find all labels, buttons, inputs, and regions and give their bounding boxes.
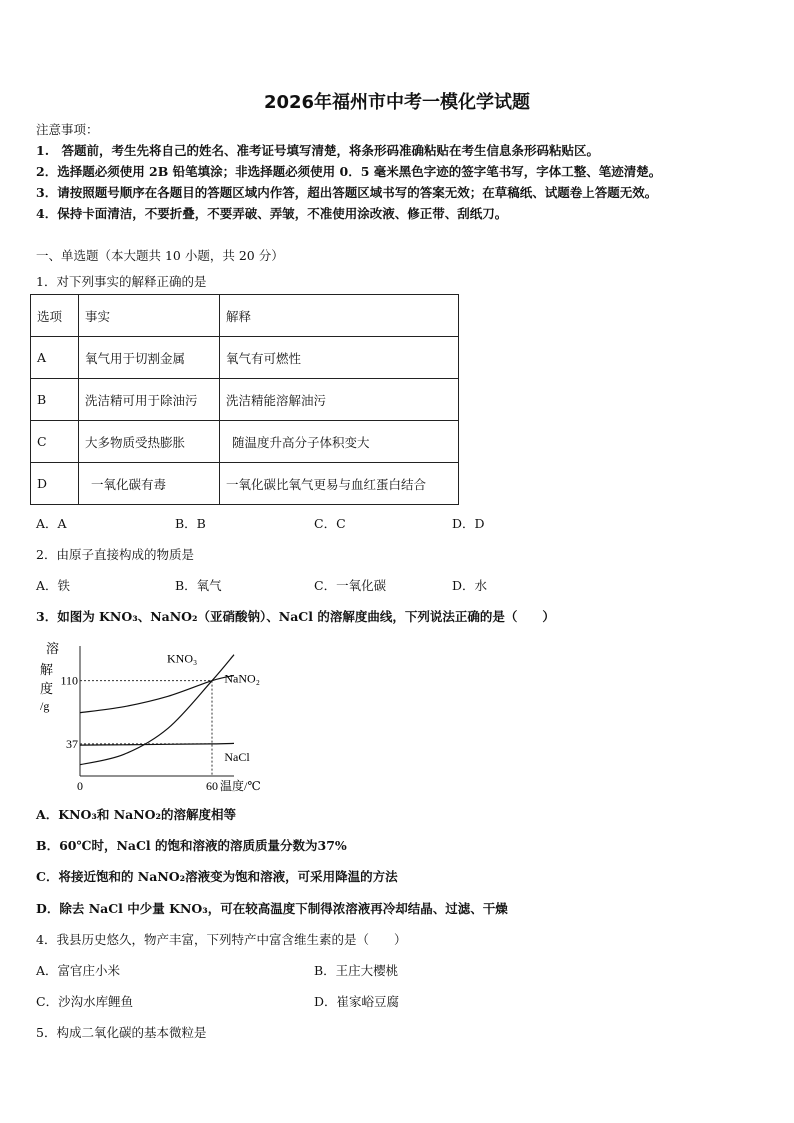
table-cell: 洗洁精能溶解油污	[220, 379, 459, 421]
question-4-stem: 4．我县历史悠久，物产丰富，下列特产中富含维生素的是（ ）	[36, 932, 407, 947]
x-tick-label: 60	[206, 779, 218, 793]
option-b: B．氧气	[175, 578, 222, 593]
x-tick-label: 0	[77, 779, 83, 793]
table-row	[31, 421, 459, 463]
table-cell: 氧气用于切割金属	[79, 337, 220, 379]
notice-item: 2．选择题必须使用 2B 铅笔填涂；非选择题必须使用 0．5 毫米黑色字迹的签字笔书写，字体工整、笔迹清楚。	[36, 164, 662, 179]
table-header-cell: 选项	[31, 295, 79, 337]
table-cell: 大多物质受热膨胀	[79, 421, 220, 463]
option-d: D．水	[452, 578, 488, 593]
y-axis-title-char: 度	[40, 681, 54, 696]
option-b: B．B	[175, 516, 206, 531]
table-cell: 随温度升高分子体积变大	[220, 421, 459, 463]
table-header-cell: 事实	[79, 295, 220, 337]
table-cell: 氧气有可燃性	[220, 337, 459, 379]
option-b: B．王庄大樱桃	[314, 963, 399, 978]
question-3-stem: 3．如图为 KNO₃、NaNO₂（亚硝酸钠）、NaCl 的溶解度曲线，下列说法正确的是（ ）	[36, 609, 555, 624]
option-c: C．沙沟水库鲤鱼	[36, 994, 134, 1009]
option-b: B．60℃时，NaCl 的饱和溶液的溶质质量分数为37%	[36, 838, 347, 853]
notice-item: 1. 答题前，考生先将自己的姓名、准考证号填写清楚，将条形码准确粘贴在考生信息条形码粘贴区。	[36, 143, 600, 158]
question-1-stem: 1．对下列事实的解释正确的是	[36, 274, 207, 289]
question-2-stem: 2．由原子直接构成的物质是	[36, 547, 194, 562]
option-d: D．崔家峪豆腐	[314, 994, 400, 1009]
table-row	[31, 463, 459, 505]
table-cell: 一氧化碳有毒	[79, 463, 220, 505]
question-1-table	[30, 294, 459, 505]
table-header-cell: 解释	[220, 295, 459, 337]
solubility-chart	[34, 636, 264, 796]
table-cell: D	[31, 463, 79, 505]
table-row	[31, 337, 459, 379]
section-heading: 一、单选题（本大题共 10 小题，共 20 分）	[36, 248, 284, 263]
option-a: A．KNO₃和 NaNO₂的溶解度相等	[36, 807, 237, 822]
option-d: D．D	[452, 516, 485, 531]
y-axis-title-char: 解	[40, 662, 54, 677]
table-cell: B	[31, 379, 79, 421]
notice-heading: 注意事项：	[36, 122, 99, 137]
series-label-nacl: NaCl	[224, 749, 250, 764]
y-axis-title-char: /g	[40, 699, 50, 713]
y-tick-label: 37	[66, 736, 78, 751]
option-a: A．富官庄小米	[36, 963, 121, 978]
page-title: 2026年福州市中考一模化学试题	[263, 92, 531, 113]
option-c: C．将接近饱和的 NaNO₂溶液变为饱和溶液，可采用降温的方法	[36, 869, 398, 884]
notice-item: 4．保持卡面清洁，不要折叠，不要弄破、弄皱，不准使用涂改液、修正带、刮纸刀。	[36, 206, 508, 221]
option-c: C．C	[314, 516, 346, 531]
option-a: A．铁	[36, 578, 71, 593]
table-cell: 洗洁精可用于除油污	[79, 379, 220, 421]
table-cell: A	[31, 337, 79, 379]
question-5-stem: 5．构成二氧化碳的基本微粒是	[36, 1025, 207, 1040]
notice-item: 3．请按照题号顺序在各题目的答题区域内作答，超出答题区域书写的答案无效；在草稿纸、试题卷上答题无效。	[36, 185, 658, 200]
series-label-nano2: NaNO₂	[224, 671, 260, 686]
y-axis-title	[40, 641, 59, 713]
option-c: C．一氧化碳	[314, 578, 387, 593]
y-axis-title-char: 溶	[46, 641, 60, 656]
table-cell: C	[31, 421, 79, 463]
y-tick-label: 110	[60, 673, 78, 688]
x-axis-title: 温度/℃	[220, 779, 261, 793]
option-d: D．除去 NaCl 中少量 KNO₃，可在较高温度下制得浓溶液再冷却结晶、过滤、干燥	[36, 901, 508, 916]
table-header-row	[31, 295, 459, 337]
series-label-kno3: KNO₃	[167, 651, 198, 666]
table-row	[31, 379, 459, 421]
table-cell: 一氧化碳比氧气更易与血红蛋白结合	[220, 463, 459, 505]
option-a: A．A	[36, 516, 67, 531]
